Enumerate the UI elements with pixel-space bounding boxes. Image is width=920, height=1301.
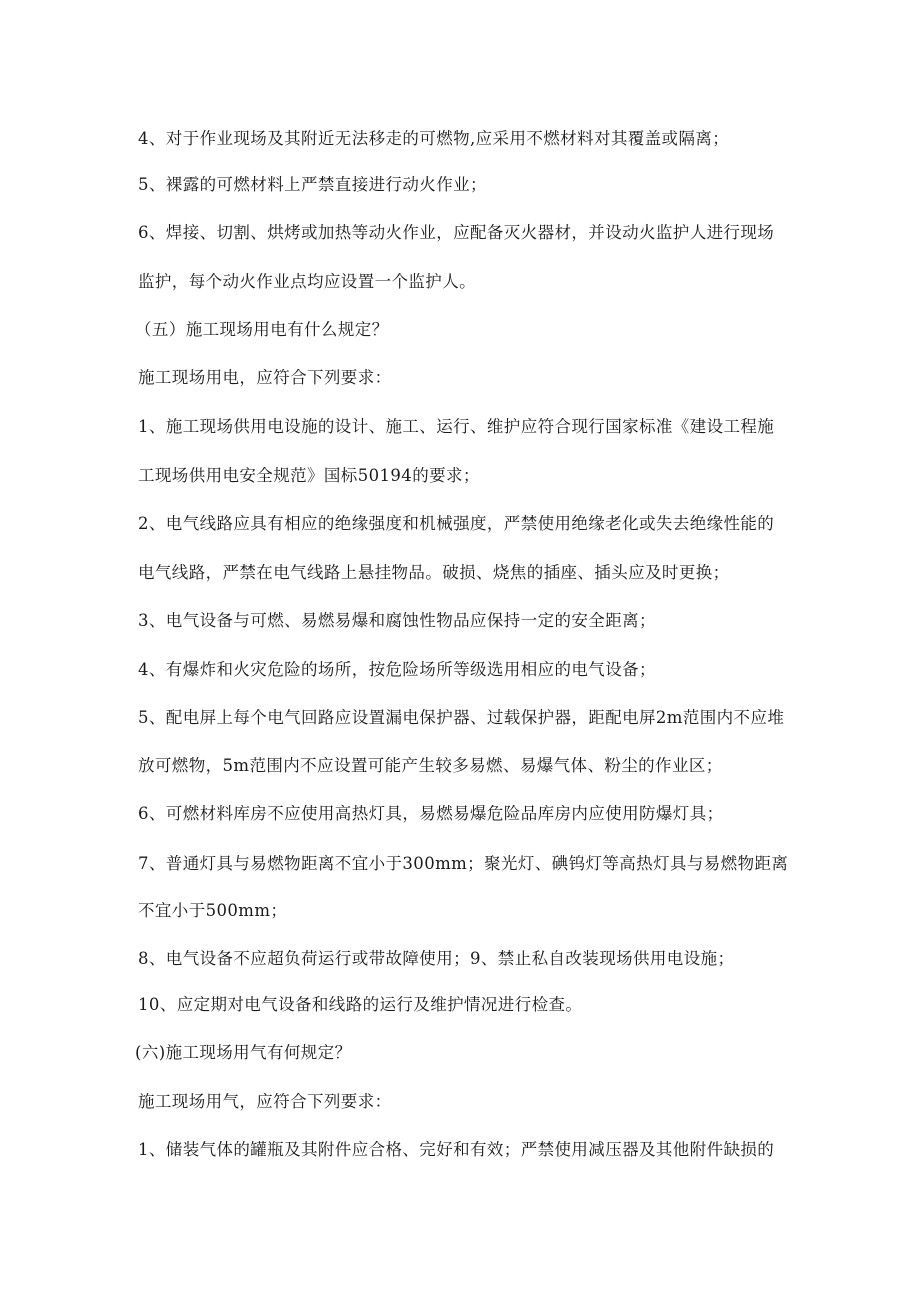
paragraph-line: 7、普通灯具与易燃物距离不宜小于300mm；聚光灯、碘钨灯等高热灯具与易燃物距离 (138, 854, 789, 873)
paragraph-line: 5、裸露的可燃材料上严禁直接进行动火作业； (138, 175, 487, 194)
paragraph-line: 不宜小于500mm； (138, 901, 288, 920)
paragraph-line: 施工现场用电，应符合下列要求： (138, 368, 392, 387)
paragraph-line: 2、电气线路应具有相应的绝缘强度和机械强度，严禁使用绝缘老化或失去绝缘性能的 (138, 514, 775, 533)
paragraph-line: 6、可燃材料库房不应使用高热灯具，易燃易爆危险品库房内应使用防爆灯具； (138, 804, 724, 823)
paragraph-line: 5、配电屏上每个电气回路应设置漏电保护器、过载保护器，距配电屏2m范围内不应堆 (138, 708, 785, 727)
paragraph-line: 监护，每个动火作业点均应设置一个监护人。 (138, 272, 476, 291)
paragraph-line: 10、应定期对电气设备和线路的运行及维护情况进行检查。 (138, 995, 583, 1014)
paragraph-line: 工现场供用电安全规范》国标50194的要求； (138, 466, 480, 485)
paragraph-line: 8、电气设备不应超负荷运行或带故障使用；9、禁止私自改装现场供用电设施； (138, 949, 735, 968)
paragraph-line: 6、焊接、切割、烘烤或加热等动火作业，应配备灭火器材，并设动火监护人进行现场 (138, 223, 775, 242)
section-heading: (六)施工现场用气有何规定？ (135, 1043, 352, 1062)
paragraph-line: 1、施工现场供用电设施的设计、施工、运行、维护应符合现行国家标准《建设工程施 (138, 417, 775, 436)
section-heading: （五）施工现场用电有什么规定？ (135, 320, 389, 339)
paragraph-line: 放可燃物，5m范围内不应设置可能产生较多易燃、易爆气体、粉尘的作业区； (138, 756, 723, 775)
paragraph-line: 4、有爆炸和火灾危险的场所，按危险场所等级选用相应的电气设备； (138, 660, 656, 679)
paragraph-line: 1、储装气体的罐瓶及其附件应合格、完好和有效；严禁使用减压器及其他附件缺损的 (138, 1140, 775, 1159)
paragraph-line: 电气线路，严禁在电气线路上悬挂物品。破损、烧焦的插座、插头应及时更换； (138, 563, 730, 582)
paragraph-line: 施工现场用气，应符合下列要求： (138, 1092, 392, 1111)
paragraph-line: 4、对于作业现场及其附近无法移走的可燃物,应采用不燃材料对其覆盖或隔离； (138, 129, 730, 148)
paragraph-line: 3、电气设备与可燃、易燃易爆和腐蚀性物品应保持一定的安全距离； (138, 611, 656, 630)
